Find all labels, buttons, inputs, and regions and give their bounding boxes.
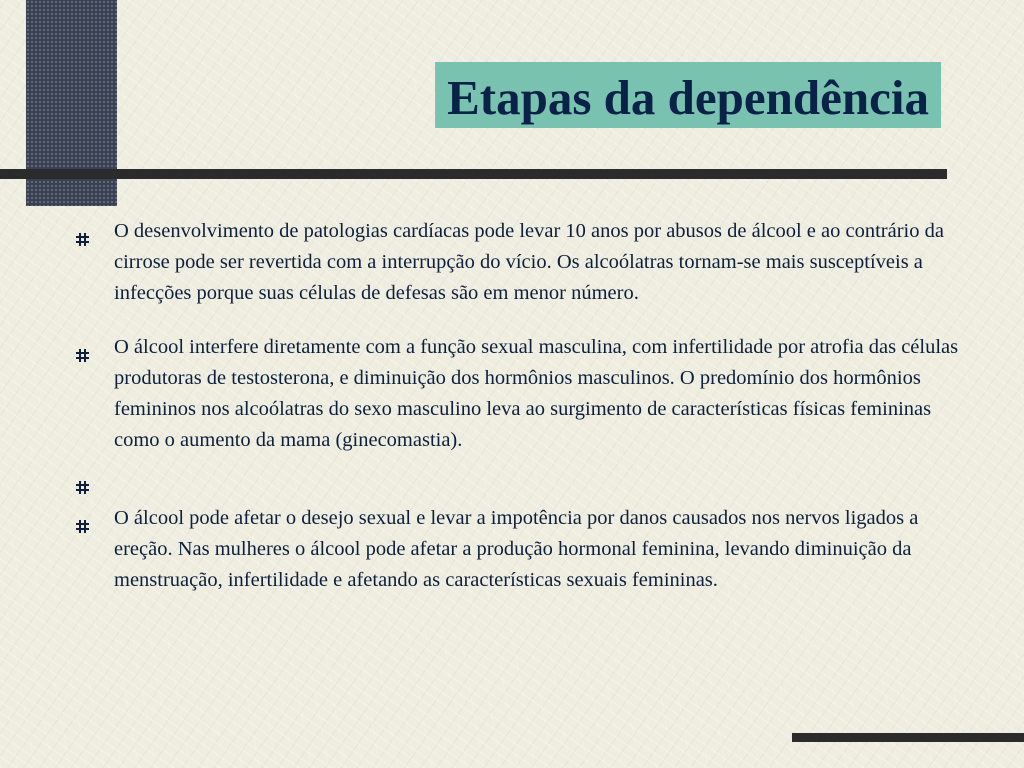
bullet-item: [74, 332, 974, 456]
bullet-list: [74, 216, 974, 596]
bullet-item: [74, 216, 974, 309]
decorative-bar-bottom: [792, 733, 1024, 742]
title-box: [435, 62, 941, 128]
bullet-item: [74, 503, 974, 596]
decorative-bar-top: [0, 169, 947, 179]
square-hash-bullet-icon: [76, 225, 89, 238]
square-hash-bullet-icon: [76, 512, 89, 525]
bullet-text: O desenvolvimento de patologias cardíacas pode levar 10 anos por abusos de álcool e ao contrário da cirrose pode ser revertida com a interrupção do vício. Os alcoólatras tornam-se mais susceptíveis a infecções porque suas células de defesas são em menor número.: [114, 220, 944, 304]
square-hash-bullet-icon: [76, 341, 89, 354]
bullet-text: O álcool pode afetar o desejo sexual e levar a impotência por danos causados nos nervos ligados a ereção. Nas mulheres o álcool pode afetar a produção hormonal feminina, levando diminuição da menstruação, infertilidade e afetando as características sexuais femininas.: [114, 507, 919, 591]
square-hash-bullet-icon: [76, 473, 89, 486]
bullet-text: O álcool interfere diretamente com a função sexual masculina, com infertilidade por atrofia das células produtoras de testosterona, e diminuição dos hormônios masculinos. O predomínio dos hormônios femininos nos alcoólatras do sexo masculino leva ao surgimento de características físicas femininas como o aumento da mama (ginecomastia).: [114, 336, 959, 451]
bullet-item: [74, 464, 974, 495]
slide-title: Etapas da dependência: [447, 69, 929, 125]
